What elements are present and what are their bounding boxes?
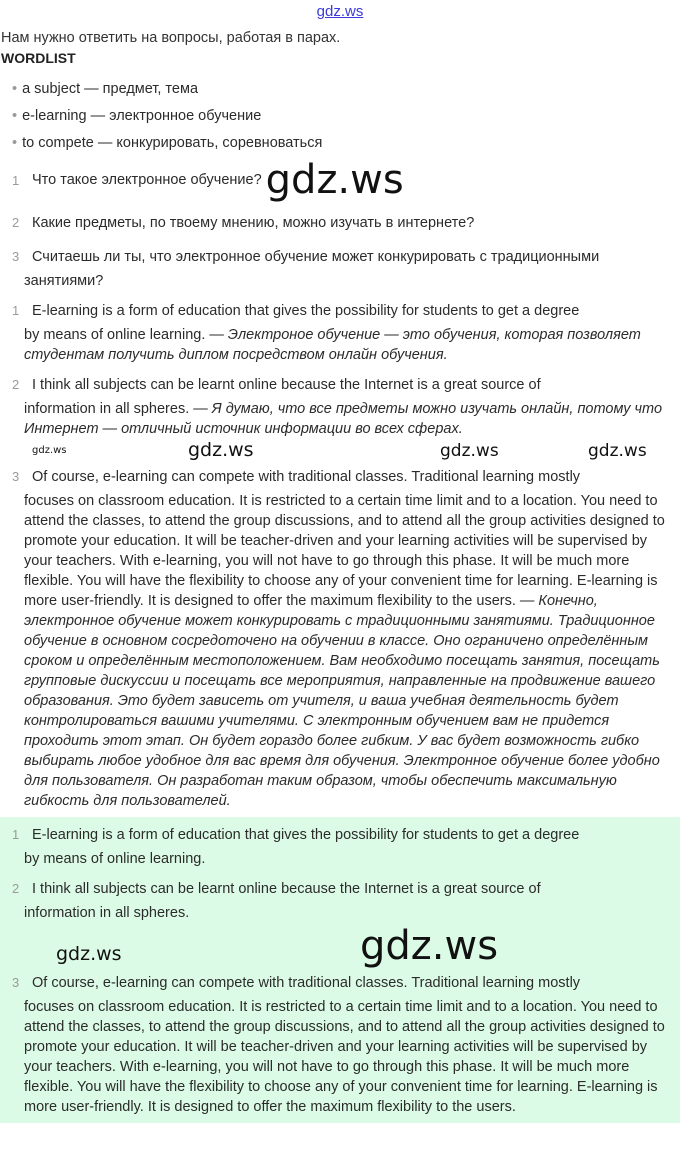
answer-1: [0, 297, 674, 365]
watermark: gdz.ws: [360, 923, 499, 969]
answer-text: E-learning is a form of education that gives the possibility for students to get a degree: [32, 827, 580, 843]
item-number: 2: [12, 881, 20, 896]
answer-text: I think all subjects can be learnt online because the Internet is a great source of: [32, 377, 541, 393]
answer-translation: Я думаю, что все предметы можно изучать онлайн, потому что Интернет — отличный источник информации во всех сферах.: [24, 401, 663, 437]
green-answer-1: [0, 821, 674, 869]
answer-translation: Электроное обучение — это обучения, которая позволяет студентам получить диплом посредством онлайн обучения.: [24, 327, 641, 363]
answer-text-cont: focuses on classroom education. It is restricted to a certain time limit and to a location. You need to attend the classes, to attend the group discussions, and to attend all the group activities designed to promote your education. It will be teacher-driven and your learning activities will be supervised by your teachers. With e-learning, you will not have to go through this phase. It will be much more flexible. You will have the flexibility to choose any of your convenient time for learning. E-learning is more user-friendly. It is designed to offer the maximum flexibility to the users. —: [24, 493, 665, 609]
answer-text-cont: information in all spheres. —: [24, 401, 212, 417]
question-2: [0, 209, 674, 237]
item-number: 1: [12, 827, 20, 842]
item-number: 3: [12, 469, 20, 484]
watermark: gdz.ws: [588, 441, 647, 461]
wordlist-text: e-learning — электронное обучение: [22, 108, 262, 124]
answer-text: E-learning is a form of education that gives the possibility for students to get a degree: [32, 303, 580, 319]
question-text: Какие предметы, по твоему мнению, можно изучать в интернете?: [32, 215, 475, 231]
wordlist-item: • e-learning — электронное обучение: [12, 108, 262, 124]
answer-2: [0, 371, 674, 439]
answer-text-cont: by means of online learning. —: [24, 327, 228, 343]
watermark: gdz.ws: [440, 441, 499, 461]
answer-text-cont: by means of online learning.: [24, 851, 206, 867]
answer-3: [0, 463, 674, 811]
item-number: 1: [12, 303, 20, 318]
wordlist-text: to compete — конкурировать, соревноваться: [22, 135, 323, 151]
watermark: gdz.ws: [56, 943, 122, 965]
answer-text-cont: focuses on classroom education. It is restricted to a certain time limit and to a location. You need to attend the classes, to attend the group discussions, and to attend all the group activities designed to promote your education. It will be teacher-driven and your learning activities will be supervised by your teachers. With e-learning, you will not have to go through this phase. It will be much more flexible. You will have the flexibility to choose any of your convenient time for learning. E-learning is more user-friendly. It is designed to offer the maximum flexibility to the users.: [24, 999, 665, 1115]
answer-translation: Конечно, электронное обучение может конкурировать с традиционными занятиями. Традиционное обучение в основном сосредоточено на обучении в классе. Оно ограничено определённым сроком и определённым местоположением. Вам необходимо посещать занятия, посещать групповые дискуссии и посещать все мероприятия, направленные на продвижение вашего образования. Это будет зависеть от учителя, и ваша учебная деятельность будет контролироваться вашими учителями. С электронным обучением вам не придется проходить этот этап. Он будет гораздо более гибким. У вас будет возможность гибко выбирать любое удобное для вас время для обучения. Электронное обучение более удобно для пользователя. Он разработан таким образом, чтобы обеспечить максимальную гибкость для пользователей.: [24, 593, 660, 809]
watermark-row: [0, 923, 680, 969]
question-text: Считаешь ли ты, что электронное обучение может конкурировать с традиционными: [32, 249, 600, 265]
wordlist-item: • to compete — конкурировать, соревноваться: [12, 135, 323, 151]
wordlist-title: WORDLIST: [1, 50, 76, 66]
wordlist-item: • a subject — предмет, тема: [12, 81, 199, 97]
item-number: 2: [12, 377, 20, 392]
answers-highlight-background: [0, 817, 680, 1123]
answer-text: I think all subjects can be learnt online because the Internet is a great source of: [32, 881, 541, 897]
answer-text-cont: information in all spheres.: [24, 905, 190, 921]
item-number: 1: [12, 173, 20, 188]
item-number: 3: [12, 249, 20, 264]
green-answer-2: [0, 875, 674, 923]
answer-text: Of course, e-learning can compete with traditional classes. Traditional learning mostly: [32, 975, 581, 991]
question-1: [0, 157, 674, 203]
site-link[interactable]: gdz.ws: [316, 3, 364, 20]
answer-text: Of course, e-learning can compete with traditional classes. Traditional learning mostly: [32, 469, 581, 485]
watermark: gdz.ws: [188, 439, 254, 461]
wordlist-text: a subject — предмет, тема: [22, 81, 199, 97]
question-text: Что такое электронное обучение?: [32, 172, 262, 188]
watermark: gdz.ws: [265, 157, 404, 203]
question-3: [0, 243, 674, 291]
intro-text: Нам нужно ответить на вопросы, работая в парах.: [1, 30, 341, 46]
watermark-row: [0, 439, 680, 463]
item-number: 3: [12, 975, 20, 990]
green-answer-3: [0, 969, 674, 1117]
question-text-cont: занятиями?: [24, 273, 104, 289]
watermark: gdz.ws: [32, 445, 67, 456]
item-number: 2: [12, 215, 20, 230]
